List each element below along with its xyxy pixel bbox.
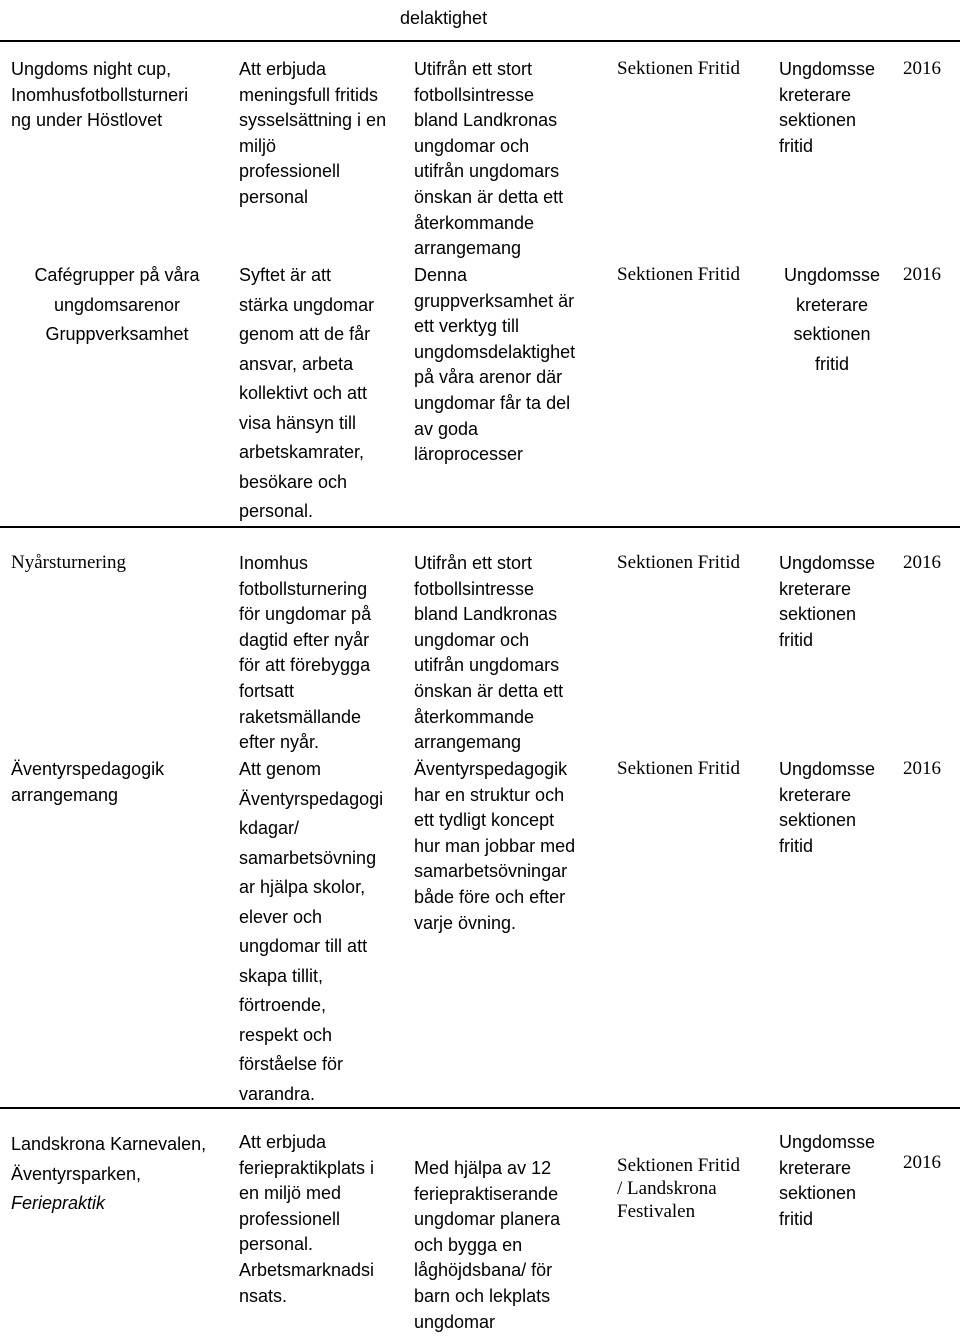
text-line: dagtid efter nyår (239, 629, 370, 650)
text-line: meningsfull fritids (239, 84, 379, 105)
text-line: ett tydligt koncept (414, 810, 555, 831)
text-line: feriepraktikplats i (239, 1157, 375, 1178)
text-line: personal. (239, 501, 314, 521)
text-line: fritid (779, 629, 814, 650)
text-line: önskan är detta ett (414, 680, 564, 701)
text-line: arrangemang (414, 238, 522, 259)
text-line: Ungdomsse (779, 59, 876, 79)
activity-cell (11, 757, 223, 808)
text-line: Syftet är att (239, 265, 332, 285)
text-line: Ungdomsse (779, 759, 876, 779)
description-cell (414, 57, 604, 262)
text-line: besökare och (239, 471, 348, 492)
target-cell (779, 757, 894, 859)
text-line: Cafégrupper på våra (34, 265, 200, 285)
text-line: Ungdomsse (779, 1132, 876, 1152)
text-line: gruppverksamhet är (414, 290, 575, 311)
text-line: sektionen (779, 604, 857, 625)
text-line: återkommande (414, 706, 535, 727)
activity-cell (11, 57, 223, 134)
activity-cell (11, 261, 223, 350)
text-line: Nyårsturnering (11, 552, 127, 573)
text-line: respekt och (239, 1024, 333, 1045)
activity-cell (11, 1130, 231, 1219)
text-line: för att förebygga (239, 655, 371, 676)
text-line: Landskrona Karnevalen, (11, 1134, 207, 1154)
text-line: ar hjälpa skolor, (239, 877, 366, 897)
text-line: nsats. (239, 1285, 288, 1306)
text-line: varje övning. (414, 912, 517, 933)
text-line: har en struktur och (414, 784, 565, 805)
text-line: samarbetsövningar (414, 861, 568, 882)
purpose-cell (239, 261, 399, 527)
text-line: ungdomar planera (414, 1209, 561, 1230)
text-line: feriepraktiserande (414, 1183, 559, 1204)
text-line: fotbollsintresse (414, 578, 535, 599)
text-line: ungdomar och (414, 629, 530, 650)
purpose-cell (239, 755, 399, 1109)
text-line: genom att de får (239, 324, 371, 344)
activity-cell (11, 551, 223, 574)
text-line: fritid (779, 835, 814, 856)
text-line: samarbetsövning (239, 847, 377, 868)
fragment-text: delaktighet (400, 8, 488, 28)
text-line: på våra arenor där (414, 367, 563, 388)
purpose-cell (239, 1130, 399, 1309)
text-line: sektionen (779, 1183, 857, 1204)
text-line: sektionen (779, 810, 857, 831)
text-line: ungdomar (414, 1311, 496, 1332)
year-cell: 2016 (903, 758, 941, 779)
text-line: kreterare (795, 294, 869, 315)
text-line: läroprocesser (414, 444, 524, 465)
text-line: Denna (414, 265, 468, 285)
text-line: varandra. (239, 1083, 316, 1104)
text-line: skapa tillit, (239, 965, 324, 986)
text-line: efter nyår. (239, 732, 320, 753)
text-line: personal (239, 186, 309, 207)
text-line: ungdomar får ta del (414, 392, 571, 413)
text-line: arbetskamrater, (239, 442, 365, 462)
responsible-cell (617, 57, 767, 80)
text-line: kollektivt och att (239, 383, 368, 403)
text-line: / Landskrona (617, 1178, 717, 1199)
text-line: Sektionen Fritid (617, 58, 740, 79)
text-line: professionell (239, 161, 341, 182)
text-line: Att genom (239, 759, 322, 779)
text-line: av goda (414, 418, 479, 439)
text-line: Äventyrspedagogi (239, 788, 384, 809)
continued-cell-fragment (0, 0, 960, 40)
text-line: Äventyrspedagogik (414, 759, 568, 779)
text-line: utifrån ungdomars (414, 161, 560, 182)
text-line: Att erbjuda (239, 59, 327, 79)
text-line: Inomhus (239, 553, 309, 573)
text-line: fotbollsintresse (414, 84, 535, 105)
year-cell: 2016 (903, 1152, 941, 1173)
text-line: fritid (814, 353, 849, 374)
text-line: kreterare (779, 578, 852, 599)
target-cell (772, 261, 892, 379)
text-line: Feriepraktik (11, 1193, 106, 1213)
text-line: ungdomar och (414, 135, 530, 156)
text-line: Sektionen Fritid (617, 758, 740, 779)
text-line: fotbollsturnering (239, 578, 368, 599)
text-line: professionell (239, 1208, 341, 1229)
text-line: Ungdoms night cup, (11, 59, 172, 79)
text-line: Utifrån ett stort (414, 553, 533, 573)
text-line: både före och efter (414, 886, 566, 907)
text-line: återkommande (414, 212, 535, 233)
text-line: barn och lekplats (414, 1285, 551, 1306)
year-cell: 2016 (903, 264, 941, 285)
text-line: Ungdomsse (779, 553, 876, 573)
text-line: kreterare (779, 1157, 852, 1178)
text-line: kdagar/ (239, 818, 300, 838)
description-cell (414, 263, 604, 468)
text-line: Utifrån ett stort (414, 59, 533, 79)
text-line: stärka ungdomar (239, 294, 375, 315)
text-line: en miljö med (239, 1183, 342, 1204)
description-cell (414, 757, 604, 936)
text-line: sektionen (793, 324, 871, 344)
text-line: Att erbjuda (239, 1132, 327, 1152)
purpose-cell (239, 57, 399, 211)
text-line: fritid (779, 135, 814, 156)
year-cell: 2016 (903, 552, 941, 573)
text-line: Sektionen Fritid (617, 552, 740, 573)
text-line: förtroende, (239, 995, 327, 1015)
text-line: hur man jobbar med (414, 835, 576, 856)
text-line: bland Landkronas (414, 604, 558, 625)
responsible-cell (617, 1154, 767, 1223)
text-line: bland Landkronas (414, 110, 558, 131)
responsible-cell (617, 551, 767, 574)
text-line: Äventyrspedagogik (11, 759, 165, 779)
text-line: låghöjdsbana/ för (414, 1260, 553, 1281)
description-cell (414, 1156, 604, 1335)
text-line: kreterare (779, 784, 852, 805)
text-line: sysselsättning i en (239, 110, 387, 131)
text-line: fritid (779, 1208, 814, 1229)
text-line: fortsatt (239, 680, 295, 701)
text-line: personal. (239, 1234, 314, 1255)
text-line: för ungdomar på (239, 604, 372, 625)
text-line: ungdomsarenor (53, 294, 181, 315)
target-cell (779, 57, 894, 159)
text-line: önskan är detta ett (414, 186, 564, 207)
text-line: arrangemang (414, 732, 522, 753)
text-line: Ungdomsse (783, 265, 881, 285)
text-line: ungdomar till att (239, 936, 368, 956)
responsible-cell (617, 263, 767, 286)
description-cell (414, 551, 604, 756)
purpose-cell (239, 551, 399, 756)
text-line: Inomhusfotbollsturneri (11, 84, 189, 105)
text-line: Äventyrsparken, (11, 1163, 142, 1184)
text-line: kreterare (779, 84, 852, 105)
text-line: Arbetsmarknadsi (239, 1259, 375, 1280)
text-line: utifrån ungdomars (414, 655, 560, 676)
text-line: ng under Höstlovet (11, 110, 163, 131)
text-line: Gruppverksamhet (45, 324, 189, 344)
target-cell (779, 1130, 894, 1232)
text-line: Sektionen Fritid (617, 1155, 740, 1176)
text-line: sektionen (779, 110, 857, 131)
text-line: raketsmällande (239, 706, 362, 727)
text-line: och bygga en (414, 1234, 523, 1255)
text-line: ansvar, arbeta (239, 353, 354, 374)
text-line: elever och (239, 906, 323, 927)
text-line: visa hänsyn till (239, 412, 357, 433)
text-line: Med hjälpa av 12 (414, 1158, 552, 1178)
text-line: förståelse för (239, 1054, 344, 1074)
text-line: ungdomsdelaktighet (414, 341, 576, 362)
text-line: miljö (239, 135, 277, 156)
year-cell: 2016 (903, 58, 941, 79)
text-line: ett verktyg till (414, 316, 520, 337)
text-line: Sektionen Fritid (617, 264, 740, 285)
target-cell (779, 551, 894, 653)
text-line: arrangemang (11, 784, 119, 805)
text-line: Festivalen (617, 1201, 696, 1222)
responsible-cell (617, 757, 767, 780)
